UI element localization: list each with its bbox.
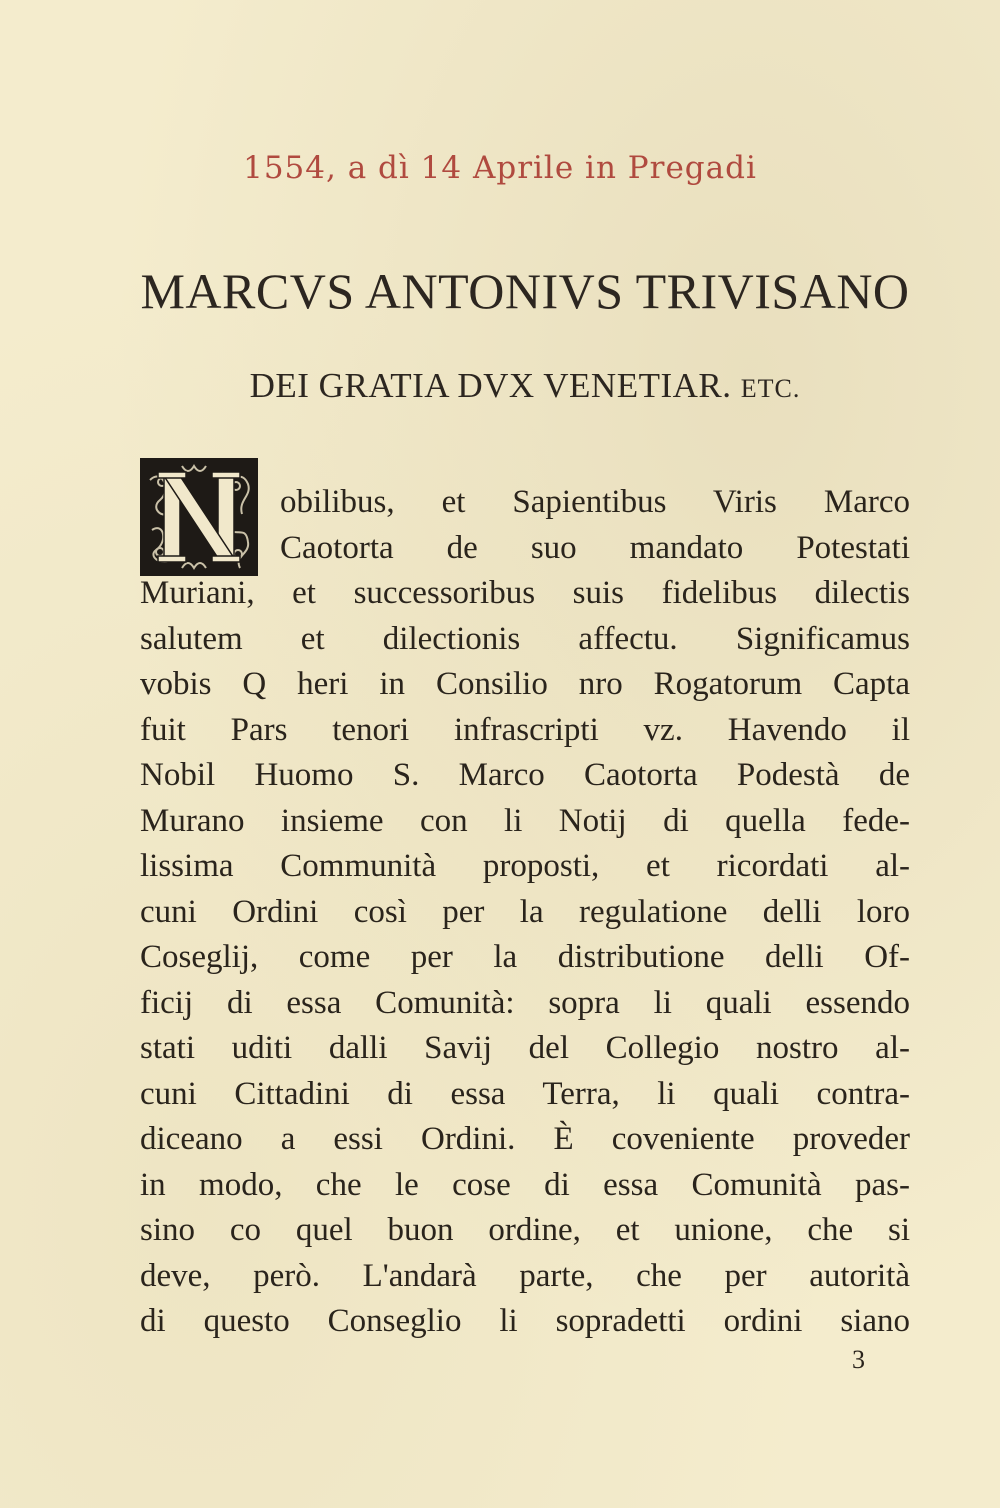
body-line: stati uditi dalli Savij del Collegio nostro al- <box>140 1030 910 1066</box>
body-line: di questo Conseglio li sopradetti ordini siano <box>140 1303 910 1339</box>
date-heading: 1554, a dì 14 Aprile in Pregadi <box>243 150 757 186</box>
body-line: Coseglij, come per la distributione delli Of- <box>140 939 910 975</box>
body-line: lissima Communità proposti, et ricordati al- <box>140 848 910 884</box>
body-line: ficij di essa Comunità: sopra li quali essendo <box>140 984 910 1021</box>
body-line: Nobil Huomo S. Marco Caotorta Podestà de <box>140 757 910 793</box>
body-line: in modo, che le cose di essa Comunità pas- <box>140 1166 910 1203</box>
body-line: diceano a essi Ordini. È coveniente proveder <box>140 1121 910 1157</box>
doge-subtitle <box>140 366 910 406</box>
body-line: fuit Pars tenori infrascripti vz. Havendo il <box>140 711 910 748</box>
page-number: 3 <box>852 1345 865 1374</box>
body-line: Caotorta de suo mandato Potestati <box>280 529 910 566</box>
body-line: salutem et dilectionis affectu. Significamus <box>140 620 910 657</box>
doge-title: MARCVS ANTONIVS TRIVISANO <box>140 263 910 319</box>
subtitle-text: DEI GRATIA DVX VENETIAR. <box>249 366 732 405</box>
body-line: Murano insieme con li Notij di quella fede- <box>140 802 910 839</box>
body-line: vobis Q heri in Consilio nro Rogatorum Capta <box>140 666 910 702</box>
body-line: deve, però. L'andarà parte, che per autorità <box>140 1257 910 1294</box>
body-line: cuni Cittadini di essa Terra, li quali contra- <box>140 1075 910 1112</box>
body-line: Muriani, et successoribus suis fidelibus dilectis <box>140 575 910 611</box>
body-line: obilibus, et Sapientibus Viris Marco <box>280 484 910 520</box>
body-line: cuni Ordini così per la regulatione delli loro <box>140 893 910 930</box>
letter-body <box>140 480 910 1345</box>
body-line: sino co quel buon ordine, et unione, che si <box>140 1212 910 1248</box>
subtitle-etc: ETC. <box>740 374 801 403</box>
